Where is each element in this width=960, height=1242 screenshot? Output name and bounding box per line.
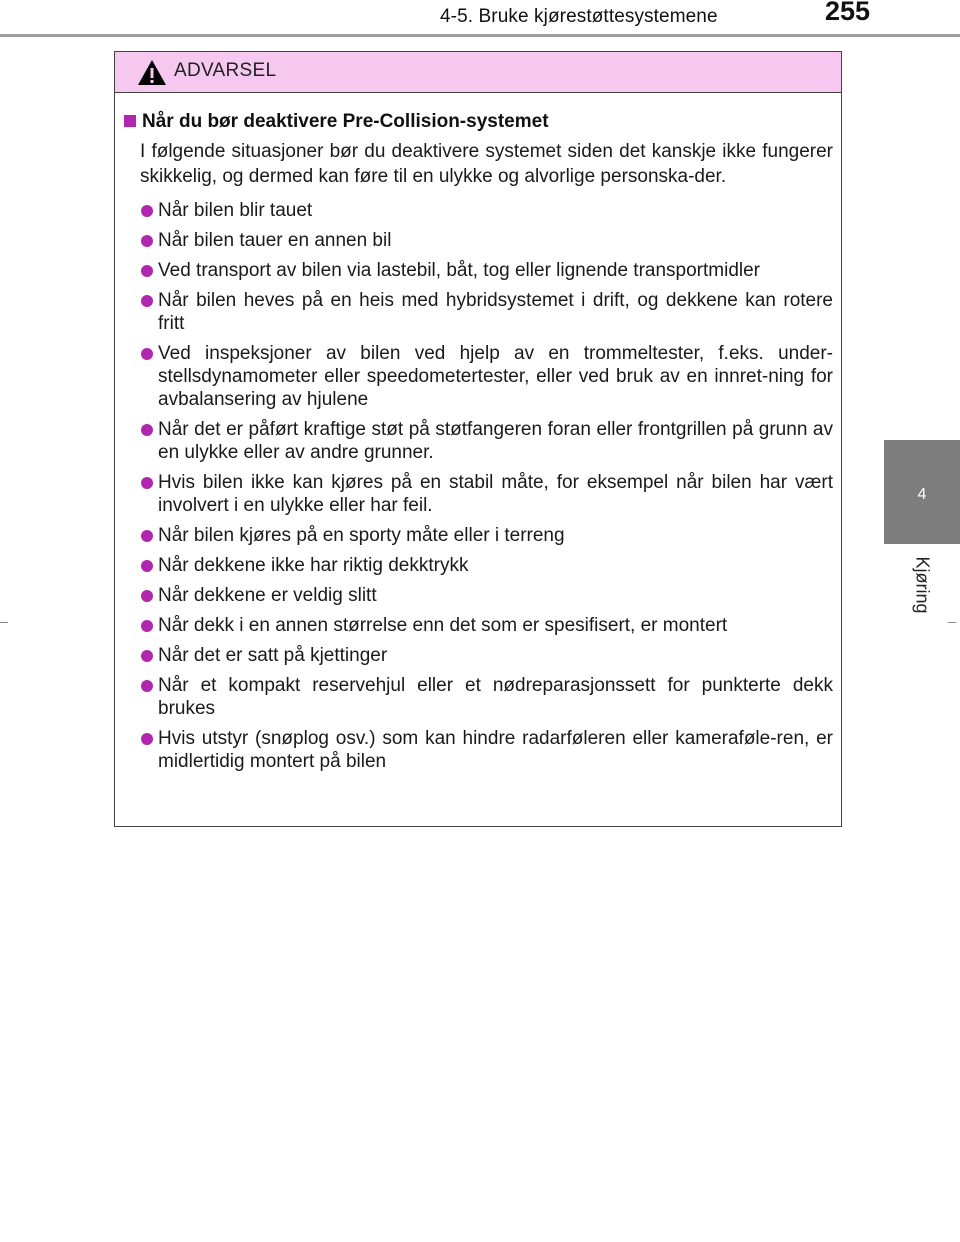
list-item <box>124 584 833 607</box>
list-item <box>124 554 833 577</box>
list-item <box>124 342 833 411</box>
condition-list <box>124 199 833 773</box>
list-item-text: Hvis utstyr (snøplog osv.) som kan hindre radarføleren eller kameraføle-ren, er midlertidig montert på bilen <box>158 728 833 772</box>
circle-bullet-icon <box>141 424 153 436</box>
list-item <box>124 614 833 637</box>
crop-mark-left <box>0 622 8 623</box>
list-item-text: Når bilen kjøres på en sporty måte eller i terreng <box>158 525 565 546</box>
crop-mark-right <box>948 622 956 623</box>
list-item <box>124 471 833 517</box>
list-item-text: Når et kompakt reservehjul eller et nødreparasjonssett for punkterte dekk brukes <box>158 675 833 719</box>
chapter-label: Kjøring <box>912 556 933 614</box>
circle-bullet-icon <box>141 650 153 662</box>
circle-bullet-icon <box>141 477 153 489</box>
warning-title: ADVARSEL <box>174 60 277 81</box>
list-item-text: Når bilen tauer en annen bil <box>158 230 392 251</box>
circle-bullet-icon <box>141 205 153 217</box>
list-item-text: Når dekkene er veldig slitt <box>158 585 377 606</box>
list-item <box>124 259 833 282</box>
circle-bullet-icon <box>141 560 153 572</box>
list-item-text: Når dekk i en annen størrelse enn det som er spesifisert, er montert <box>158 615 728 636</box>
warning-header <box>115 52 841 93</box>
circle-bullet-icon <box>141 235 153 247</box>
list-item-text: Ved inspeksjoner av bilen ved hjelp av en trommeltester, f.eks. under-stellsdynamometer eller speedometertester, eller ved bruk av en innret-ning for avbalansering av hjulene <box>158 343 833 410</box>
list-item-text: Når det er påført kraftige støt på støtfangeren foran eller frontgrillen på grunn av en ulykke eller av andre grunner. <box>158 419 833 463</box>
list-item-text: Ved transport av bilen via lastebil, båt, tog eller lignende transportmidler <box>158 260 761 281</box>
list-item <box>124 674 833 720</box>
header-divider <box>0 34 960 37</box>
warning-body <box>115 93 841 773</box>
circle-bullet-icon <box>141 348 153 360</box>
list-item <box>124 727 833 773</box>
square-bullet-icon <box>124 115 136 127</box>
circle-bullet-icon <box>141 295 153 307</box>
page-number: 255 <box>825 0 871 26</box>
list-item <box>124 418 833 464</box>
list-item-text: Når bilen heves på en heis med hybridsystemet i drift, og dekkene kan rotere fritt <box>158 290 833 334</box>
circle-bullet-icon <box>141 590 153 602</box>
chapter-tab <box>884 440 960 544</box>
list-item <box>124 524 833 547</box>
circle-bullet-icon <box>141 530 153 542</box>
warning-box <box>114 51 842 827</box>
running-header: 4-5. Bruke kjørestøttesystemene <box>440 6 718 27</box>
list-item <box>124 644 833 667</box>
section-heading-text: Når du bør deaktivere Pre-Collision-systemet <box>142 111 549 132</box>
list-item <box>124 199 833 222</box>
section-heading <box>124 109 833 135</box>
circle-bullet-icon <box>141 265 153 277</box>
circle-bullet-icon <box>141 733 153 745</box>
list-item-text: Hvis bilen ikke kan kjøres på en stabil måte, for eksempel når bilen har vært involvert i en ulykke eller har feil. <box>158 472 833 516</box>
list-item-text: Når bilen blir tauet <box>158 200 313 221</box>
warning-triangle-icon <box>137 59 167 86</box>
chapter-number: 4 <box>917 486 927 503</box>
list-item <box>124 289 833 335</box>
list-item-text: Når det er satt på kjettinger <box>158 645 388 666</box>
intro-paragraph: I følgende situasjoner bør du deaktivere systemet siden det kanskje ikke fungerer skikkelig, og dermed kan føre til en ulykke og alvorlige personska-der. <box>140 141 833 187</box>
list-item <box>124 229 833 252</box>
circle-bullet-icon <box>141 620 153 632</box>
circle-bullet-icon <box>141 680 153 692</box>
list-item-text: Når dekkene ikke har riktig dekktrykk <box>158 555 469 576</box>
